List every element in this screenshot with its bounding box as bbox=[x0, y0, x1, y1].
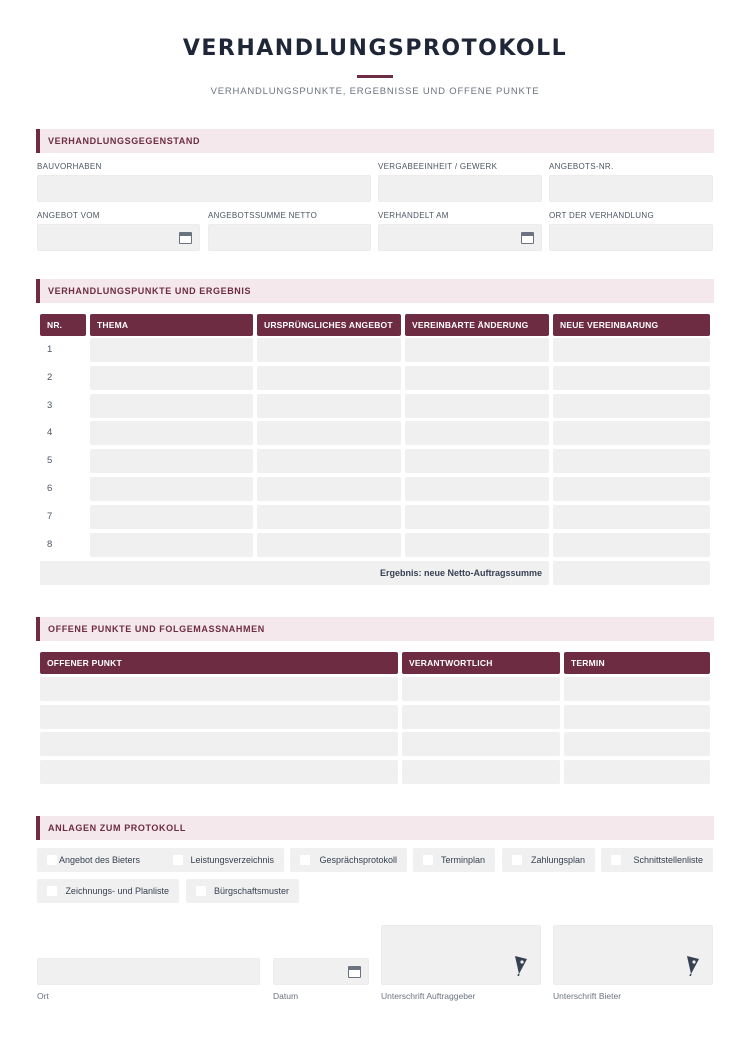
summe-field[interactable] bbox=[208, 224, 371, 251]
table-cell[interactable] bbox=[405, 449, 549, 473]
angebotsnr-field[interactable] bbox=[549, 175, 713, 202]
attachment-checkbox-zahlung[interactable]: Zahlungsplan bbox=[502, 848, 595, 872]
table-cell[interactable] bbox=[90, 421, 253, 445]
bauvorhaben-field[interactable] bbox=[37, 175, 371, 202]
row-number: 6 bbox=[47, 483, 53, 494]
table-cell[interactable] bbox=[553, 366, 710, 390]
table-cell[interactable] bbox=[405, 533, 549, 557]
table-cell[interactable] bbox=[402, 677, 560, 701]
table-cell[interactable] bbox=[40, 732, 398, 756]
checkbox[interactable] bbox=[196, 886, 206, 896]
table-cell[interactable] bbox=[257, 449, 401, 473]
table-cell[interactable] bbox=[405, 394, 549, 418]
col-thema: THEMA bbox=[90, 314, 253, 336]
col-neu: NEUE VEREINBARUNG bbox=[553, 314, 710, 336]
attachment-checkbox-gespraech[interactable]: Gesprächsprotokoll bbox=[290, 848, 407, 872]
row-number: 5 bbox=[47, 455, 53, 467]
checkbox[interactable] bbox=[47, 886, 57, 896]
checkbox[interactable] bbox=[300, 855, 310, 865]
table-cell[interactable] bbox=[553, 533, 710, 557]
table-cell[interactable] bbox=[90, 477, 253, 501]
datum-field[interactable] bbox=[273, 958, 369, 985]
table-cell[interactable] bbox=[405, 338, 549, 362]
col-urspruenglich: URSPRÜNGLICHES ANGEBOT bbox=[257, 314, 401, 336]
table-cell[interactable] bbox=[40, 705, 398, 729]
table-cell[interactable] bbox=[90, 338, 253, 362]
page-title: VERHANDLUNGSPROTOKOLL bbox=[182, 36, 568, 61]
checkbox[interactable] bbox=[512, 855, 522, 865]
attachment-checkbox-angebot[interactable]: Angebot des Bieters bbox=[37, 848, 166, 872]
table-cell[interactable] bbox=[40, 760, 398, 784]
attachment-checkbox-zeichnungen[interactable]: Zeichnungs- und Planliste bbox=[37, 879, 179, 903]
result-field[interactable] bbox=[553, 561, 710, 585]
angebot-vom-label: ANGEBOT VOM bbox=[37, 211, 100, 220]
ort-label: Ort bbox=[37, 991, 49, 1001]
table-cell[interactable] bbox=[90, 533, 253, 557]
table-cell[interactable] bbox=[405, 421, 549, 445]
signature-auftraggeber-field[interactable] bbox=[381, 925, 541, 985]
table-cell[interactable] bbox=[257, 505, 401, 529]
col-offener-punkt: OFFENER PUNKT bbox=[40, 652, 398, 674]
document-header bbox=[0, 36, 750, 97]
table-cell[interactable] bbox=[257, 394, 401, 418]
section-attachments-header: ANLAGEN ZUM PROTOKOLL bbox=[36, 816, 714, 840]
table-cell[interactable] bbox=[553, 421, 710, 445]
table-cell[interactable] bbox=[553, 394, 710, 418]
table-cell[interactable] bbox=[257, 338, 401, 362]
angebotsnr-label: ANGEBOTS-NR. bbox=[549, 162, 614, 171]
verhandelt-label: VERHANDELT AM bbox=[378, 211, 449, 220]
section-open-header: OFFENE PUNKTE UND FOLGEMASSNAHMEN bbox=[36, 617, 714, 641]
datum-label: Datum bbox=[273, 991, 299, 1001]
auftraggeber-label: Unterschrift Auftraggeber bbox=[381, 991, 476, 1001]
col-verantwortlich: VERANTWORTLICH bbox=[402, 652, 560, 674]
row-number: 3 bbox=[47, 399, 53, 411]
angebot-vom-field[interactable] bbox=[37, 224, 200, 251]
row-number: 1 bbox=[47, 344, 53, 355]
calendar-icon[interactable] bbox=[179, 232, 192, 244]
col-vereinbart: VEREINBARTE ÄNDERUNG bbox=[405, 314, 549, 336]
col-termin: TERMIN bbox=[564, 652, 710, 674]
pen-icon bbox=[684, 954, 702, 976]
col-nr: NR. bbox=[40, 314, 86, 336]
checkbox[interactable] bbox=[611, 855, 621, 865]
verhandelt-field[interactable] bbox=[378, 224, 542, 251]
section-subject-header: VERHANDLUNGSGEGENSTAND bbox=[36, 129, 714, 153]
vergabe-label: VERGABEEINHEIT / GEWERK bbox=[378, 162, 498, 171]
table-cell[interactable] bbox=[564, 705, 710, 729]
ort-field[interactable] bbox=[37, 958, 260, 985]
table-cell[interactable] bbox=[402, 760, 560, 784]
table-cell[interactable] bbox=[90, 505, 253, 529]
attachment-checkbox-schnittstellen[interactable]: Schnittstellenliste bbox=[601, 848, 713, 872]
checkbox[interactable] bbox=[47, 855, 57, 865]
row-number: 7 bbox=[47, 510, 53, 522]
calendar-icon[interactable] bbox=[521, 232, 534, 244]
table-cell[interactable] bbox=[553, 338, 710, 362]
bieter-label: Unterschrift Bieter bbox=[553, 991, 622, 1001]
table-cell[interactable] bbox=[564, 760, 710, 784]
attachment-checkbox-termin[interactable]: Terminplan bbox=[413, 848, 495, 872]
table-cell[interactable] bbox=[405, 477, 549, 501]
row-number: 2 bbox=[47, 371, 53, 383]
calendar-icon[interactable] bbox=[348, 966, 361, 978]
table-cell[interactable] bbox=[405, 366, 549, 390]
attachment-checkbox-lv[interactable]: Leistungsverzeichnis bbox=[163, 848, 284, 872]
table-cell[interactable] bbox=[553, 449, 710, 473]
table-cell[interactable] bbox=[90, 449, 253, 473]
table-cell[interactable] bbox=[402, 705, 560, 729]
table-cell[interactable] bbox=[553, 477, 710, 501]
checkbox[interactable] bbox=[423, 855, 433, 865]
signature-bieter-field[interactable] bbox=[553, 925, 713, 985]
summe-label: ANGEBOTSSUMME NETTO bbox=[208, 211, 318, 220]
table-cell[interactable] bbox=[402, 732, 560, 756]
bauvorhaben-label: BAUVORHABEN bbox=[37, 162, 102, 171]
table-cell[interactable] bbox=[40, 677, 398, 701]
ort-verhandlung-label: ORT DER VERHANDLUNG bbox=[549, 211, 654, 220]
row-number: 4 bbox=[47, 427, 53, 439]
ort-verhandlung-field[interactable] bbox=[549, 224, 713, 251]
page-subtitle: VERHANDLUNGSPUNKTE, ERGEBNISSE UND OFFENE PUNKTE bbox=[210, 86, 540, 97]
title-rule bbox=[357, 75, 393, 78]
table-cell[interactable] bbox=[90, 394, 253, 418]
table-cell[interactable] bbox=[90, 366, 253, 390]
table-cell[interactable] bbox=[405, 505, 549, 529]
table-cell[interactable] bbox=[257, 533, 401, 557]
table-cell[interactable] bbox=[257, 366, 401, 390]
result-label: Ergebnis: neue Netto-Auftragssumme bbox=[40, 561, 549, 585]
row-number: 8 bbox=[47, 538, 53, 550]
table-cell[interactable] bbox=[564, 677, 710, 701]
table-cell[interactable] bbox=[257, 477, 401, 501]
section-points-header: VERHANDLUNGSPUNKTE UND ERGEBNIS bbox=[36, 279, 714, 303]
vergabe-field[interactable] bbox=[378, 175, 542, 202]
table-cell[interactable] bbox=[564, 732, 710, 756]
checkbox[interactable] bbox=[173, 855, 183, 865]
pen-icon bbox=[512, 954, 530, 976]
attachment-checkbox-buergschaft[interactable]: Bürgschaftsmuster bbox=[186, 879, 299, 903]
table-cell[interactable] bbox=[257, 421, 401, 445]
table-cell[interactable] bbox=[553, 505, 710, 529]
